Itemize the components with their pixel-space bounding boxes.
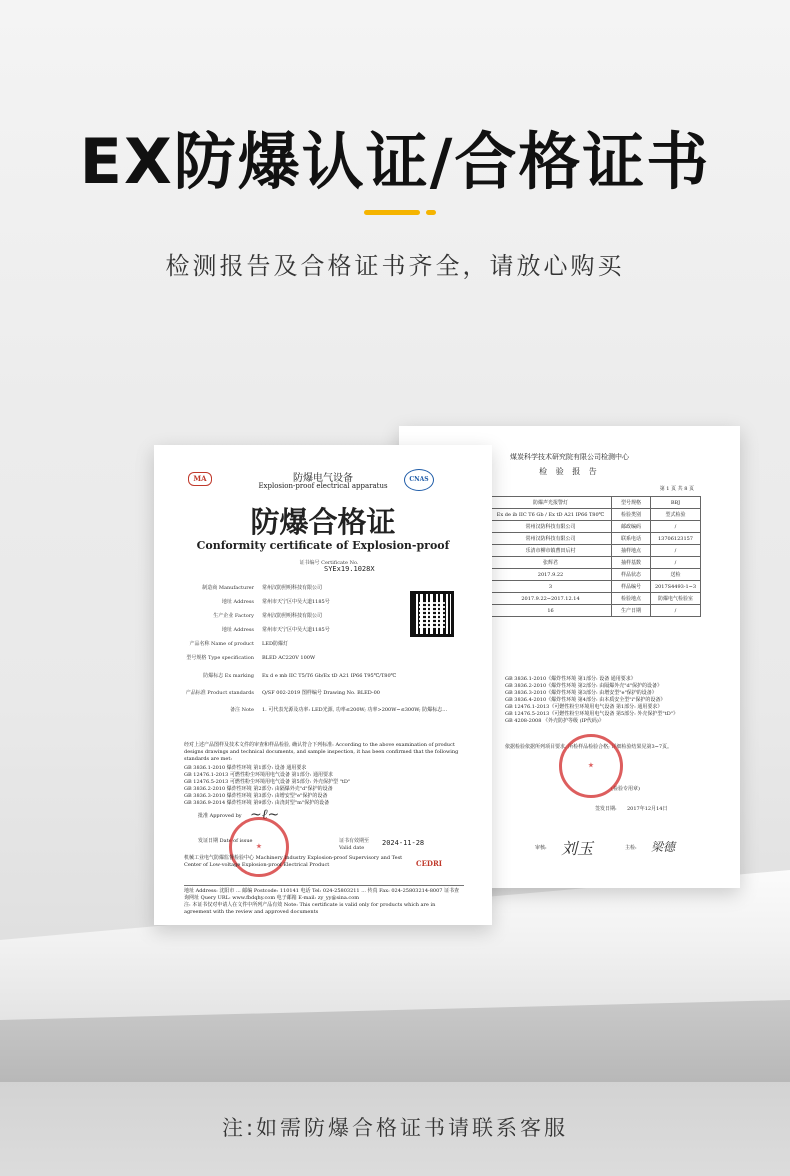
report-standard: GB 4208-2008 《外壳防护等级 (IP代码)》 [505,718,604,724]
report-table-cell: 检验类别 [612,509,651,521]
report-table-row [490,509,701,521]
field-label: 制造商 Manufacturer [202,585,254,591]
report-org: 煤炭科学技术研究院有限公司检测中心 [510,453,629,461]
certificate-standard: GB 3836.3-2010 爆炸性环境 第3部分: 由增安型"e"保护的设备 [184,793,328,799]
page-title: EX防爆认证/合格证书 [79,125,711,198]
report-table-cell: 常州汉防科技有限公司 [490,533,612,545]
certificate-statement: 经对上述产品图样及技术文件的审查和样品检验, 确认符合下列标准: According to the above examination of product designs drawings and technical documents, and sample inspection, it has been confirmed that the following standards are met: [184,742,459,762]
report-table-cell: / [651,521,701,533]
report-table-cell: 联系电话 [612,533,651,545]
report-table-cell: BBJ [651,497,701,509]
report-table-cell: Ex de ib IIC T6 Gb / Ex tD A21 IP66 T80℃ [490,509,612,521]
field-value: 常州汉防照明科技有限公司 [262,585,323,591]
cma-logo: MA [188,472,212,486]
report-table-cell: 2017.9.22~2017.12.14 [490,593,612,605]
report-table-cell: 13706123157 [651,533,701,545]
report-table-cell: / [651,545,701,557]
approver-label: 主检: [625,845,637,851]
accent-dot [426,210,436,215]
field-value: BLED AC220V 100W [262,655,316,661]
field-label: 生产企业 Factory [213,613,254,619]
valid-date: 2024-11-28 [382,839,425,847]
field-value: 常州汉防照明科技有限公司 [262,613,323,619]
certificate-footnote: 注: 本证书仅对申请人在文件中所列产品有效 Note: This certificate is valid only for products which are in agreement with the review and approved documents [184,902,436,915]
report-standard: GB 3836.3-2010《爆炸性环境 第3部分: 由增安型"e"保护的设备》 [505,690,657,696]
report-table-cell: / [651,605,701,617]
field-value: LED防爆灯 [262,641,288,647]
report-table-cell: 16 [490,605,612,617]
issuer-cn: 防爆电气设备 [293,473,353,484]
report-title: 检 验 报 告 [539,467,600,476]
page-subtitle: 检测报告及合格证书齐全，请放心购买 [165,252,625,280]
certificate-contact [184,885,464,916]
field-value: Q/SF 002-2019 图样编号 Drawing No. BLED-00 [262,690,380,696]
approver-signature: 梁德 [651,840,676,854]
footer-note: 注:如需防爆合格证书请联系客服 [221,1116,569,1140]
report-table-row [490,521,701,533]
report-sign-date: 2017年12月14日 [627,806,668,812]
field-label: 产品标准 Product standards [185,690,254,696]
report-table-row [490,557,701,569]
report-table-cell: 生产日期 [612,605,651,617]
approver-signature: ~ℓ~ [250,807,280,823]
contact-info: 地址 Address: 沈阳市 ... 邮编 Postcode: 110141 电话 Tel: 024-25803211 ... 传真 Fax: 024-25803214-8007 证书查询网址 Query URL: www.fbdqhy.com 电子邮箱 E-mail: zy_yy@sina.com [184,888,460,901]
certificate-standards [184,765,464,807]
certificate-title: 防爆合格证 [250,505,396,539]
approved-label: 批准 Approved by [198,813,242,819]
report-table-cell: 邮政编码 [612,521,651,533]
cert-no-label: 证书编号 Certificate No. [299,560,359,566]
field-value: 常州市天宁区中吴大道1185号 [262,627,330,633]
field-label: 防爆标志 Ex marking [203,673,254,679]
report-table-cell: 抽样地点 [612,545,651,557]
report-table-row [490,605,701,617]
reviewer-label: 审核: [535,845,547,851]
report-red-stamp: ★ [559,734,623,798]
report-table-cell: 样品编号 [612,581,651,593]
certificate-standard: GB 12476.1-2013 可燃性粉尘环境用电气设备 第1部分: 通用要求 [184,772,333,778]
valid-date-label: 证书有效期至 Valid date [339,838,370,851]
certificate-title-en: Conformity certificate of Explosion-proof [196,539,450,552]
report-stamp-note: (检验专用章) [611,786,640,792]
report-table-row [490,569,701,581]
field-value: 常州市天宁区中吴大道1185号 [262,599,330,605]
report-table-row [490,593,701,605]
reviewer-signature: 刘玉 [561,839,594,858]
field-value: Ex d e mb IIC T5/T6 Gb/Ex tD A21 IP66 T95℃/T80℃ [262,673,397,679]
report-table-cell: 样品状态 [612,569,651,581]
certificate-standard: GB 12476.5-2013 可燃性粉尘环境用电气设备 第5部分: 外壳保护型 "tD" [184,779,351,785]
report-sign-date-label: 签发日期: [595,806,617,812]
field-label: 型号规格 Type specification [186,655,254,661]
field-value: 1. 可代表光源及功率: LED光源, 功率≤200W; 功率>200W~≤300W; 防爆标志... [262,707,448,713]
explosion-proof-certificate [154,445,492,925]
report-table-cell: / [651,557,701,569]
field-label: 地址 Address [221,627,254,633]
issuer-footer: 机械工业电气防爆监督检验中心 Machinery Industry Explosion-proof Supervisory and Test Center of Low-voltage Explosion-proof Electrical Product [184,855,403,868]
report-table-cell: 2017.9.22 [490,569,612,581]
report-standards [505,676,705,725]
report-table-cell: 张辉君 [490,557,612,569]
report-table-row [490,533,701,545]
cnas-logo: CNAS [404,469,434,491]
report-table-cell: 2017S4493-1~3 [651,581,701,593]
certificate-red-stamp: ★ [229,817,289,877]
report-page: 第 1 页 共 8 页 [659,486,694,492]
report-standard: GB 3836.1-2010《爆炸性环境 第1部分: 设备 通用要求》 [505,676,636,682]
report-standard: GB 12476.1-2013《可燃性粉尘环境用电气设备 第1部分: 通用要求》 [505,704,663,710]
report-standard: GB 3836.4-2010《爆炸性环境 第4部分: 由本质安全型"i"保护的设备》 [505,697,666,703]
report-table [489,496,701,617]
report-table-cell: 抽样基数 [612,557,651,569]
certificate-standard: GB 3836.9-2014 爆炸性环境 第9部分: 由浇封型"m"保护的设备 [184,800,330,806]
report-table-cell: 型号规格 [612,497,651,509]
report-table-cell: 乐清市柳市镇曹田后村 [490,545,612,557]
field-label: 产品名称 Name of product [189,641,254,647]
field-label: 备注 Note [230,707,254,713]
report-table-row [490,545,701,557]
report-table-row [490,497,701,509]
report-table-cell: 常州汉防科技有限公司 [490,521,612,533]
report-standard: GB 12476.5-2013《可燃性粉尘环境用电气设备 第5部分: 外壳保护型"tD"》 [505,711,679,717]
certificate-standard: GB 3836.2-2010 爆炸性环境 第2部分: 由隔爆外壳"d"保护的设备 [184,786,333,792]
report-table-row [490,581,701,593]
issue-date-label: 发证日期 Date of issue [198,838,253,844]
report-table-cell: 送检 [651,569,701,581]
report-standard: GB 3836.2-2010《爆炸性环境 第2部分: 由隔爆外壳"d"保护的设备》 [505,683,663,689]
report-conclusion: 依据检验依据所列项目要求, 所检样品检验合格; 详细检验结果见第3~7页。 [505,744,673,750]
field-label: 地址 Address [221,599,254,605]
report-table-cell: 防爆声光报警灯 [490,497,612,509]
report-table-cell: 防爆电气检验室 [651,593,701,605]
certificate-standard: GB 3836.1-2010 爆炸性环境 第1部分: 设备 通用要求 [184,765,307,771]
accent-bar [364,210,420,215]
report-table-cell: 3 [490,581,612,593]
report-table-cell: 型式检验 [651,509,701,521]
cedri-logo: CEDRI [416,859,443,868]
issuer-en: Explosion-proof electrical apparatus [258,482,388,490]
report-table-cell: 检验地点 [612,593,651,605]
cert-no: SYEx19.1028X [324,565,375,573]
